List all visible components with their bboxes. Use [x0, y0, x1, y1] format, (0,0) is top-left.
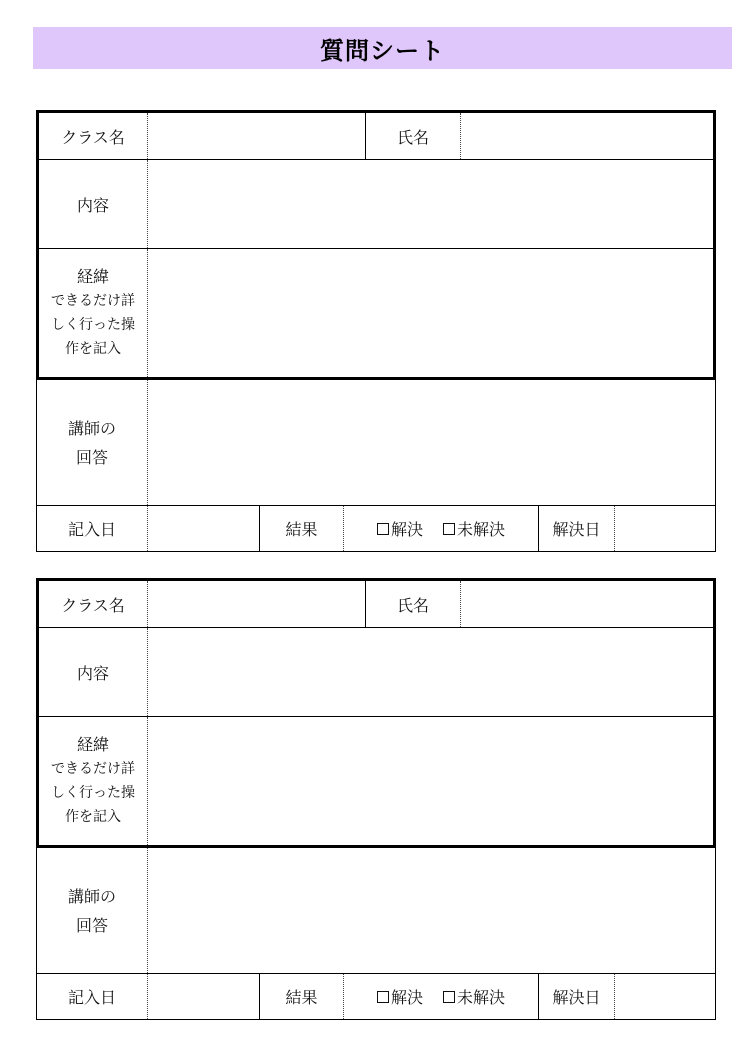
content-label: 内容	[39, 160, 148, 248]
answer-input[interactable]	[148, 848, 715, 973]
result-label: 結果	[260, 974, 344, 1019]
answer-label-line: 回答	[75, 447, 108, 467]
class-name-row	[39, 581, 713, 627]
resolved-checkbox[interactable]	[377, 985, 423, 1008]
date-input[interactable]	[148, 506, 260, 551]
result-options	[344, 506, 539, 551]
checkbox-icon	[377, 523, 389, 535]
process-label-cell	[39, 717, 148, 845]
result-row	[37, 506, 715, 551]
process-hint-line: 作を記入	[65, 341, 121, 357]
resolved-date-input[interactable]	[615, 506, 715, 551]
answer-row	[37, 380, 715, 505]
question-section	[36, 110, 716, 380]
name-label: 氏名	[366, 113, 461, 159]
date-label: 記入日	[37, 506, 148, 551]
name-label: 氏名	[366, 581, 461, 627]
process-row	[39, 249, 713, 377]
result-row	[37, 974, 715, 1019]
resolved-date-input[interactable]	[615, 974, 715, 1019]
content-label: 内容	[39, 628, 148, 716]
answer-section	[36, 380, 716, 552]
question-sheet-2	[36, 578, 716, 1020]
class-label: クラス名	[39, 113, 148, 159]
name-input[interactable]	[461, 113, 713, 159]
process-hint-line: しく行った操	[51, 785, 135, 801]
resolved-checkbox[interactable]	[377, 517, 423, 540]
content-row	[39, 628, 713, 716]
resolved-label: 解決	[390, 988, 423, 1007]
checkbox-icon	[377, 991, 389, 1003]
class-name-row	[39, 113, 713, 159]
content-input[interactable]	[148, 628, 713, 716]
question-sheet-1	[36, 110, 716, 552]
class-input[interactable]	[148, 581, 366, 627]
process-row	[39, 717, 713, 845]
process-label-cell	[39, 249, 148, 377]
page-title: 質問シート	[320, 36, 445, 65]
content-input[interactable]	[148, 160, 713, 248]
resolved-label: 解決	[390, 520, 423, 539]
process-label: 経緯	[76, 735, 109, 754]
answer-label-cell	[37, 848, 148, 973]
date-label: 記入日	[37, 974, 148, 1019]
answer-label-line: 講師の	[67, 886, 116, 906]
title-bar	[33, 27, 732, 69]
unresolved-label: 未解決	[457, 988, 506, 1007]
answer-label-cell	[37, 380, 148, 505]
question-section	[36, 578, 716, 848]
answer-row	[37, 848, 715, 973]
class-label: クラス名	[39, 581, 148, 627]
answer-label-line: 回答	[75, 915, 108, 935]
unresolved-checkbox[interactable]	[443, 985, 505, 1008]
unresolved-label: 未解決	[457, 520, 506, 539]
process-input[interactable]	[148, 717, 713, 845]
process-input[interactable]	[148, 249, 713, 377]
date-input[interactable]	[148, 974, 260, 1019]
answer-section	[36, 848, 716, 1020]
result-label: 結果	[260, 506, 344, 551]
unresolved-checkbox[interactable]	[443, 517, 505, 540]
process-hint-line: できるだけ詳	[51, 761, 135, 777]
process-hint-line: 作を記入	[65, 809, 121, 825]
resolved-date-label: 解決日	[539, 974, 615, 1019]
resolved-date-label: 解決日	[539, 506, 615, 551]
class-input[interactable]	[148, 113, 366, 159]
answer-input[interactable]	[148, 380, 715, 505]
process-hint-line: しく行った操	[51, 317, 135, 333]
checkbox-icon	[443, 991, 455, 1003]
process-label: 経緯	[76, 267, 109, 286]
answer-label-line: 講師の	[67, 418, 116, 438]
checkbox-icon	[443, 523, 455, 535]
content-row	[39, 160, 713, 248]
name-input[interactable]	[461, 581, 713, 627]
result-options	[344, 974, 539, 1019]
process-hint-line: できるだけ詳	[51, 293, 135, 309]
